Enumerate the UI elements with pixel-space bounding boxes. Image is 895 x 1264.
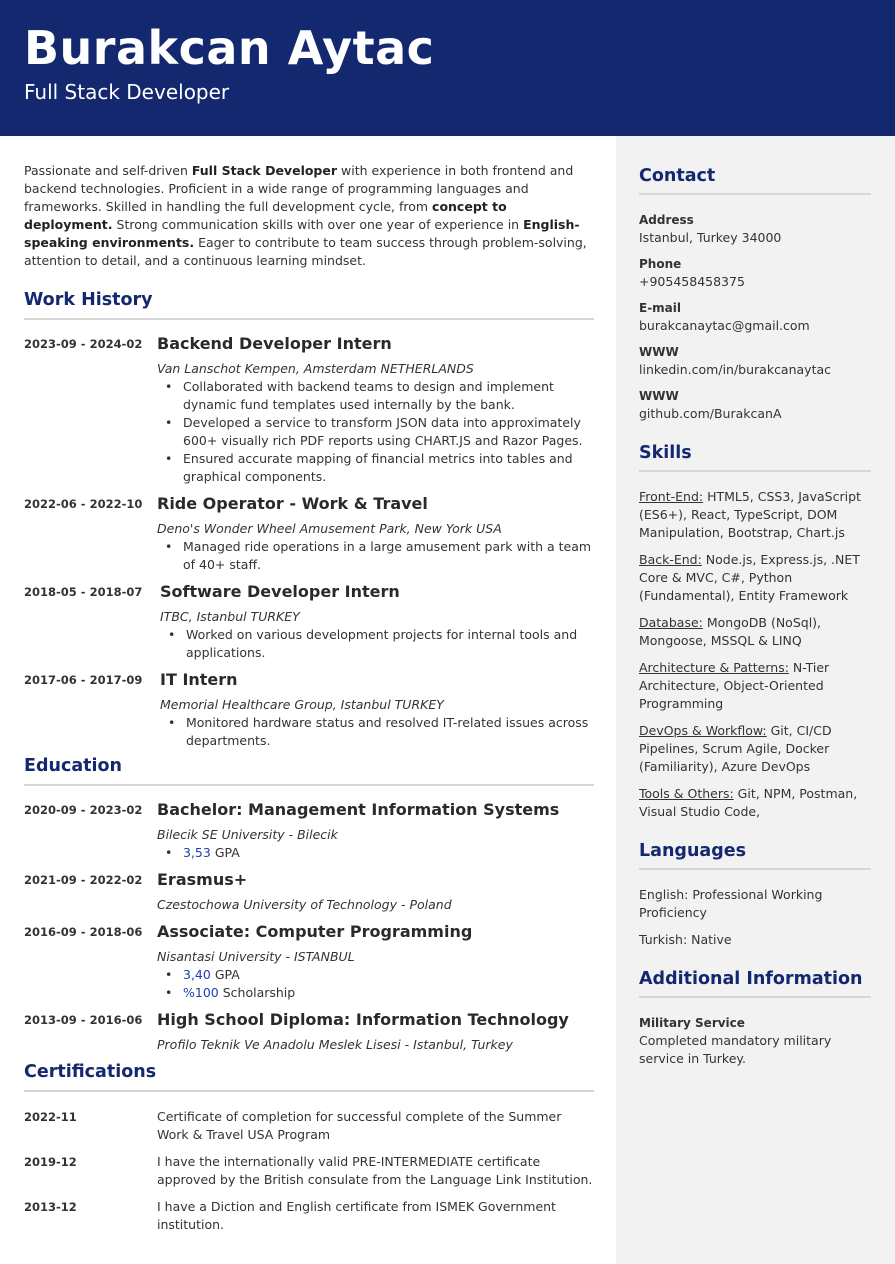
skill-category: Architecture & Patterns:	[639, 660, 789, 675]
section-title: Languages	[639, 841, 747, 861]
section-title: Certifications	[24, 1062, 157, 1082]
skill-list: Git, NPM, Postman, Visual Studio Code,	[639, 786, 858, 819]
summary-text: Passionate and self-driven	[24, 163, 192, 178]
skill-list: HTML5, CSS3, JavaScript (ES6+), React, TypeScript, DOM Manipulation, Bootstrap, Chart.js	[639, 489, 861, 540]
skill-category: Tools & Others:	[639, 786, 734, 801]
entry-role: Software Developer Intern	[160, 582, 400, 601]
gpa-label: GPA	[210, 845, 240, 860]
bullet-item: • Monitored hardware status and resolved IT-related issues across departments.	[186, 714, 594, 750]
section-divider	[24, 784, 594, 786]
cert-text: I have a Diction and English certificate from ISMEK Government institution.	[157, 1199, 556, 1232]
scholarship-value: %100	[183, 985, 219, 1000]
skill-category: Front-End:	[639, 489, 704, 504]
section-divider	[639, 868, 871, 870]
entry-bullets	[183, 844, 594, 862]
candidate-name: Burakcan Aytac	[24, 21, 435, 75]
address-value: Istanbul, Turkey 34000	[639, 230, 782, 245]
summary-text: Strong communication skills with over one year of experience in	[112, 217, 524, 232]
cert-text: Certificate of completion for successful complete of the Summer Work & Travel USA Program	[157, 1109, 562, 1142]
bullet-item	[183, 966, 594, 984]
languages-section	[639, 839, 871, 949]
skill-category: Back-End:	[639, 552, 702, 567]
skill-group	[639, 659, 871, 713]
section-title: Contact	[639, 166, 716, 186]
certification-entry	[24, 1108, 594, 1144]
section-title: Skills	[639, 443, 692, 463]
bullet-item	[183, 844, 594, 862]
summary-text: Eager to contribute to team success through problem-solving, attention to detail, and a continuous learning mindset.	[24, 235, 587, 268]
education-entry	[24, 800, 594, 862]
entry-bullets	[186, 714, 594, 750]
section-title: Additional Information	[639, 969, 863, 989]
cert-text: I have the internationally valid PRE-INTERMEDIATE certificate approved by the British consulate from the Language Link Institution.	[157, 1154, 593, 1187]
section-title: Education	[24, 756, 122, 776]
additional-text: Completed mandatory military service in Turkey.	[639, 1033, 832, 1066]
summary-bold: English-speaking environments.	[24, 217, 580, 250]
entry-degree: High School Diploma: Information Technology	[157, 1010, 569, 1029]
entry-school: Bilecik SE University - Bilecik	[157, 827, 338, 842]
section-divider	[639, 470, 871, 472]
language-item: Turkish: Native	[639, 932, 732, 947]
skill-group	[639, 551, 871, 605]
resume-header	[0, 0, 895, 136]
linkedin-link[interactable]: linkedin.com/in/burakcanaytac	[639, 362, 832, 377]
email-value[interactable]: burakcanaytac@gmail.com	[639, 318, 810, 333]
entry-place: Deno's Wonder Wheel Amusement Park, New York USA	[157, 521, 502, 536]
contact-label: E-mail	[639, 301, 682, 315]
skill-category: DevOps & Workflow:	[639, 723, 767, 738]
github-link[interactable]: github.com/BurakcanA	[639, 406, 782, 421]
sidebar	[616, 136, 895, 1264]
entry-degree: Bachelor: Management Information Systems	[157, 800, 560, 819]
entry-date: 2022-06 - 2022-10	[24, 497, 143, 511]
bullet-item: • Developed a service to transform JSON data into approximately 600+ visually rich PDF reports using CHART.JS and Razor Pages.	[183, 414, 594, 450]
entry-date: 2021-09 - 2022-02	[24, 873, 143, 887]
section-divider	[639, 193, 871, 195]
skill-group	[639, 488, 871, 542]
skill-category: Database:	[639, 615, 703, 630]
cert-date: 2013-12	[24, 1200, 77, 1214]
entry-role: Ride Operator - Work & Travel	[157, 494, 428, 513]
candidate-title: Full Stack Developer	[24, 80, 230, 104]
work-history-section	[24, 288, 594, 750]
work-entry	[24, 670, 594, 750]
summary-bold: Full Stack Developer	[191, 163, 338, 178]
summary-bold: concept to deployment.	[24, 199, 507, 232]
work-entry	[24, 334, 594, 486]
section-divider	[639, 996, 871, 998]
contact-label: WWW	[639, 389, 679, 403]
cert-date: 2019-12	[24, 1155, 77, 1169]
bullet-item: • Worked on various development projects for internal tools and applications.	[186, 626, 594, 662]
contact-label: Phone	[639, 257, 682, 271]
skill-list: N-Tier Architecture, Object-Oriented Programming	[639, 660, 830, 711]
skill-group	[639, 722, 871, 776]
section-title: Work History	[24, 290, 153, 310]
cert-date: 2022-11	[24, 1110, 77, 1124]
skills-section	[639, 441, 871, 821]
entry-bullets	[183, 378, 594, 486]
entry-date: 2018-05 - 2018-07	[24, 585, 143, 599]
gpa-label: GPA	[210, 967, 240, 982]
contact-label: WWW	[639, 345, 679, 359]
skill-list: Git, CI/CD Pipelines, Scrum Agile, Docker (Familiarity), Azure DevOps	[639, 723, 832, 774]
professional-summary	[24, 162, 594, 270]
work-entry	[24, 494, 594, 574]
section-divider	[24, 318, 594, 320]
entry-place: ITBC, Istanbul TURKEY	[160, 609, 300, 624]
certification-entry	[24, 1153, 594, 1189]
entry-place: Memorial Healthcare Group, Istanbul TURKEY	[160, 697, 444, 712]
entry-place: Van Lanschot Kempen, Amsterdam NETHERLANDS	[157, 361, 474, 376]
additional-label: Military Service	[639, 1016, 745, 1030]
work-entry	[24, 582, 594, 662]
skill-list: MongoDB (NoSql), Mongoose, MSSQL & LINQ	[639, 615, 822, 648]
education-entry	[24, 870, 594, 914]
bullet-item	[183, 984, 594, 1002]
summary-text: with experience in both frontend and backend technologies. Proficient in a wide range of programming languages and frameworks. Skilled in handling the full development cycle, from	[24, 163, 574, 214]
entry-bullets	[183, 538, 594, 574]
entry-bullets	[183, 966, 594, 1002]
skill-group	[639, 785, 871, 821]
entry-date: 2023-09 - 2024-02	[24, 337, 143, 351]
certification-entry	[24, 1198, 594, 1234]
main-column	[0, 136, 616, 1264]
bullet-item: • Ensured accurate mapping of financial metrics into tables and graphical components.	[183, 450, 594, 486]
gpa-value: 3,53	[183, 845, 211, 860]
scholarship-label: Scholarship	[218, 985, 296, 1000]
additional-info-section	[639, 967, 871, 1068]
phone-value: +905458458375	[639, 274, 745, 289]
certifications-section	[24, 1060, 594, 1234]
education-section	[24, 754, 594, 1054]
entry-role: IT Intern	[160, 670, 238, 689]
entry-bullets	[186, 626, 594, 662]
entry-school: Profilo Teknik Ve Anadolu Meslek Lisesi - Istanbul, Turkey	[157, 1037, 513, 1052]
entry-degree: Associate: Computer Programming	[157, 922, 473, 941]
contact-section	[639, 164, 871, 423]
education-entry	[24, 922, 594, 1002]
section-divider	[24, 1090, 594, 1092]
entry-date: 2020-09 - 2023-02	[24, 803, 143, 817]
bullet-item: • Managed ride operations in a large amusement park with a team of 40+ staff.	[183, 538, 594, 574]
bullet-item: • Collaborated with backend teams to design and implement dynamic fund templates used internally by the bank.	[183, 378, 594, 414]
entry-date: 2017-06 - 2017-09	[24, 673, 143, 687]
skill-group	[639, 614, 871, 650]
gpa-value: 3,40	[183, 967, 211, 982]
entry-date: 2013-09 - 2016-06	[24, 1013, 143, 1027]
entry-school: Czestochowa University of Technology - Poland	[157, 897, 452, 912]
education-entry	[24, 1010, 594, 1054]
skill-list: Node.js, Express.js, .NET Core & MVC, C#, Python (Fundamental), Entity Framework	[639, 552, 860, 603]
language-item: English: Professional Working Proficiency	[639, 887, 823, 920]
entry-degree: Erasmus+	[157, 870, 248, 889]
entry-role: Backend Developer Intern	[157, 334, 392, 353]
entry-school: Nisantasi University - ISTANBUL	[157, 949, 355, 964]
contact-label: Address	[639, 213, 694, 227]
entry-date: 2016-09 - 2018-06	[24, 925, 143, 939]
